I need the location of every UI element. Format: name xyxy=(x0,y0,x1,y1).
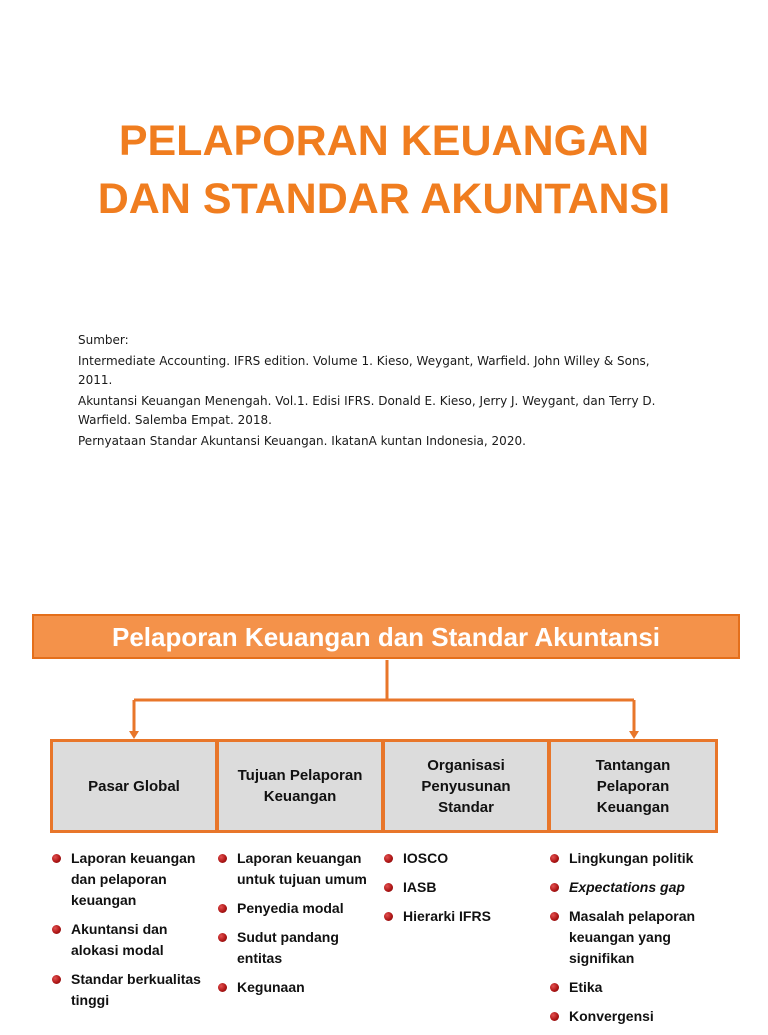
list-item: Kegunaan xyxy=(216,977,376,998)
list-item: Laporan keuangan dan pelaporan keuangan xyxy=(50,848,202,911)
bullet-icon xyxy=(550,1012,559,1021)
bullet-icon xyxy=(550,912,559,921)
bullet-icon xyxy=(384,854,393,863)
bullet-icon xyxy=(52,975,61,984)
list-item: IASB xyxy=(382,877,532,898)
category-label: Pasar Global xyxy=(88,777,180,795)
source-item: Akuntansi Keuangan Menengah. Vol.1. Edisi IFRS. Donald E. Kieso, Jerry J. Weygant, dan Terry D. Warfield. Salemba Empat. 2018. xyxy=(78,394,656,427)
diagram-banner: Pelaporan Keuangan dan Standar Akuntansi xyxy=(32,614,740,659)
bullet-icon xyxy=(550,883,559,892)
arrow-right-icon xyxy=(629,731,639,739)
list-item: Standar berkualitas tinggi xyxy=(50,969,202,1011)
category-label: Tujuan Pelaporan Keuangan xyxy=(237,767,363,805)
bullet-icon xyxy=(550,854,559,863)
source-item: Pernyataan Standar Akuntansi Keuangan. IkatanA kuntan Indonesia, 2020. xyxy=(78,434,526,448)
list-item: Laporan keuangan untuk tujuan umum xyxy=(216,848,376,890)
list-item: Penyedia modal xyxy=(216,898,376,919)
column-organisasi xyxy=(382,848,532,935)
bullet-icon xyxy=(384,883,393,892)
arrow-left-icon xyxy=(129,731,139,739)
list-item: Akuntansi dan alokasi modal xyxy=(50,919,202,961)
bullet-icon xyxy=(218,854,227,863)
bullet-icon xyxy=(550,983,559,992)
list-item: Sudut pandang entitas xyxy=(216,927,376,969)
bullet-icon xyxy=(384,912,393,921)
list-item: Etika xyxy=(548,977,723,998)
category-label: Tantangan Pelaporan Keuangan xyxy=(595,756,671,816)
bullet-icon xyxy=(52,854,61,863)
list-item: Masalah pelaporan keuangan yang signifikan xyxy=(548,906,723,969)
bullet-icon xyxy=(52,925,61,934)
category-label: Organisasi Penyusunan Standar xyxy=(421,756,511,816)
sources-heading: Sumber: xyxy=(78,333,129,347)
category-box xyxy=(548,739,718,833)
bullet-icon xyxy=(218,904,227,913)
source-item: Intermediate Accounting. IFRS edition. Volume 1. Kieso, Weygant, Warfield. John Willey & Sons, 2011. xyxy=(78,354,650,387)
title-line-1: PELAPORAN KEUANGAN xyxy=(118,117,650,165)
column-tantangan xyxy=(548,848,723,1035)
column-tujuan-pelaporan xyxy=(216,848,376,1006)
bullet-icon xyxy=(218,983,227,992)
list-item: Hierarki IFRS xyxy=(382,906,532,927)
bullet-icon xyxy=(218,933,227,942)
category-box xyxy=(50,739,218,833)
list-item: IOSCO xyxy=(382,848,532,869)
list-item: Lingkungan politik xyxy=(548,848,723,869)
column-pasar-global xyxy=(50,848,202,1019)
category-box xyxy=(382,739,550,833)
title-line-2: DAN STANDAR AKUNTANSI xyxy=(97,175,671,223)
list-item: Expectations gap xyxy=(548,877,723,898)
list-item: Konvergensi xyxy=(548,1006,723,1027)
category-box xyxy=(216,739,384,833)
